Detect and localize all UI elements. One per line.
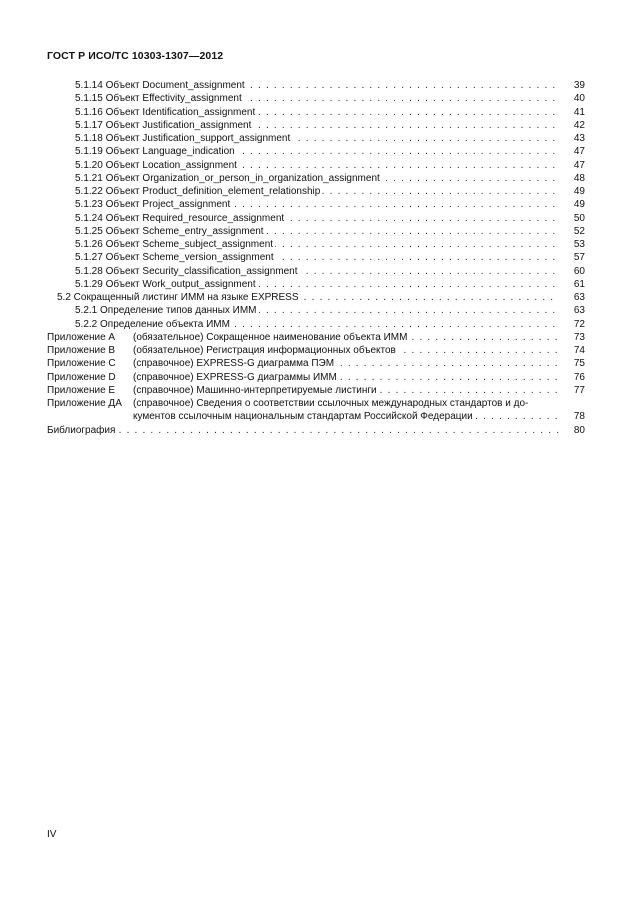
toc-entry-title-text: 5.2.1 Определение типов данных ИММ — [75, 305, 257, 317]
toc-entry[interactable] — [47, 106, 585, 119]
toc-entry-title — [75, 251, 559, 264]
toc-entry-title-text: (обязательное) Регистрация информационных объектов — [133, 345, 396, 356]
toc-entry-title-text: 5.1.23 Объект Project_assignment — [75, 199, 231, 211]
toc-entry-title — [75, 212, 559, 225]
toc-entry-title-text: 5.1.15 Объект Effectivity_assignment — [75, 93, 242, 105]
toc-entry[interactable] — [47, 79, 585, 92]
toc-entry[interactable] — [47, 119, 585, 132]
toc-entry-title — [75, 106, 559, 119]
toc-entry-title — [133, 357, 559, 370]
toc-entry[interactable] — [47, 384, 585, 397]
toc-entry[interactable] — [47, 397, 585, 410]
toc-entry-page: 47 — [573, 159, 585, 171]
toc-entry[interactable] — [47, 304, 585, 317]
toc-entry-page: 73 — [573, 331, 585, 343]
toc-entry-page: 49 — [573, 186, 585, 197]
document-header: ГОСТ Р ИСО/ТС 10303-1307—2012 — [47, 50, 224, 62]
toc-entry[interactable] — [47, 318, 585, 331]
toc-entry-title-text: (справочное) EXPRESS-G диаграммы ИММ — [133, 371, 337, 383]
toc-entry-title-text: Библиография — [47, 424, 116, 436]
toc-entry[interactable] — [47, 410, 585, 423]
toc-entry-page: 47 — [573, 146, 585, 158]
toc-entry[interactable] — [47, 132, 585, 145]
toc-entry-title-text: 5.1.14 Объект Document_assignment — [75, 80, 245, 91]
toc-entry-page: 52 — [573, 225, 585, 237]
toc-entry-label: Приложение С — [47, 358, 116, 370]
toc-entry-page: 78 — [573, 411, 585, 423]
toc-entry-page: 41 — [573, 106, 585, 118]
page-number: IV — [47, 829, 57, 840]
toc-entry-page: 40 — [573, 93, 585, 105]
toc-entry-title-text: 5.1.27 Объект Scheme_version_assignment — [75, 252, 274, 264]
toc-entry-title — [75, 238, 559, 251]
toc-entry-title — [75, 318, 559, 331]
toc-entry-title — [75, 198, 559, 211]
toc-entry[interactable] — [47, 172, 585, 185]
toc-entry-page: 60 — [573, 265, 585, 277]
toc-entry-title — [75, 172, 559, 185]
toc-entry-title — [75, 265, 559, 278]
toc-entry-title-text: кументов ссылочным национальным стандартам Российской Федерации — [133, 411, 473, 423]
toc-entry[interactable] — [47, 344, 585, 357]
toc-entry[interactable] — [47, 145, 585, 158]
toc-entry-page: 80 — [573, 424, 585, 436]
toc-entry[interactable] — [47, 225, 585, 238]
toc-entry[interactable] — [47, 212, 585, 225]
toc-entry-title-text: (справочное) Сведения о соответствии ссылочных международных стандартов и до- — [133, 398, 529, 409]
toc-entry-title-text: 5.1.21 Объект Organization_or_person_in_organization_assignment — [75, 172, 380, 184]
toc-entry-label: Приложение ДА — [47, 398, 122, 409]
toc-entry-label: Приложение А — [47, 331, 116, 343]
table-of-contents — [47, 79, 585, 437]
toc-entry-page: 72 — [573, 318, 585, 330]
toc-entry-page: 42 — [573, 119, 585, 131]
toc-entry-title-text: 5.1.28 Объект Security_classification_assignment — [75, 265, 298, 277]
toc-entry-page: 74 — [573, 345, 585, 356]
toc-entry-title-text: 5.1.17 Объект Justification_assignment — [75, 119, 252, 131]
toc-entry[interactable] — [47, 424, 585, 437]
toc-entry-title — [57, 291, 559, 304]
toc-entry-title-text: (обязательное) Сокращенное наименование объекта ИММ — [133, 331, 408, 343]
toc-entry[interactable] — [47, 371, 585, 384]
toc-entry-page: 53 — [573, 239, 585, 250]
toc-entry-page: 43 — [573, 133, 585, 144]
toc-entry-title-text: 5.1.22 Объект Product_definition_element_relationship — [75, 186, 321, 197]
toc-entry-title — [133, 331, 559, 344]
toc-entry-title-text: 5.1.26 Объект Scheme_subject_assignment — [75, 239, 274, 250]
toc-entry-title — [133, 410, 559, 423]
toc-entry-title-text: 5.1.20 Объект Location_assignment — [75, 159, 237, 171]
toc-entry[interactable] — [47, 92, 585, 105]
toc-entry-page: 49 — [573, 199, 585, 211]
toc-entry-page: 76 — [573, 371, 585, 383]
toc-entry-title-text: (справочное) EXPRESS-G диаграмма ПЭМ — [133, 358, 335, 370]
toc-entry[interactable] — [47, 185, 585, 198]
toc-entry-title — [75, 119, 559, 132]
toc-entry-title-text: 5.1.18 Объект Justification_support_assignment — [75, 133, 291, 144]
toc-entry-label: Приложение В — [47, 345, 116, 356]
toc-entry-title — [133, 384, 559, 397]
toc-entry-label: Приложение D — [47, 371, 116, 383]
toc-entry-title — [75, 185, 559, 198]
toc-entry-page: 77 — [573, 384, 585, 396]
toc-entry[interactable] — [47, 331, 585, 344]
toc-entry-title — [75, 92, 559, 105]
toc-entry-title — [75, 225, 559, 238]
toc-entry[interactable] — [47, 159, 585, 172]
toc-entry-title-text: 5.1.24 Объект Required_resource_assignment — [75, 212, 285, 224]
toc-entry-title — [133, 344, 559, 357]
toc-entry[interactable] — [47, 198, 585, 211]
toc-entry-title — [133, 397, 559, 410]
toc-entry-page: 50 — [573, 212, 585, 224]
toc-entry[interactable] — [47, 291, 585, 304]
toc-entry-title-text: 5.1.19 Объект Language_indication — [75, 146, 235, 158]
toc-entry-page: 63 — [573, 305, 585, 317]
toc-entry[interactable] — [47, 251, 585, 264]
toc-entry-page: 75 — [573, 358, 585, 370]
toc-entry-title-text: 5.1.25 Объект Scheme_entry_assignment — [75, 225, 264, 237]
toc-entry[interactable] — [47, 278, 585, 291]
toc-entry[interactable] — [47, 238, 585, 251]
toc-entry-title — [75, 132, 559, 145]
toc-entry-title — [75, 79, 559, 92]
toc-entry-page: 57 — [573, 252, 585, 264]
toc-entry-title — [75, 304, 559, 317]
toc-entry-title — [75, 278, 559, 291]
toc-entry-title — [75, 159, 559, 172]
toc-entry-title — [133, 371, 559, 384]
toc-entry-title-text: 5.1.29 Объект Work_output_assignment — [75, 278, 256, 290]
toc-entry-title-text: (справочное) Машинно-интерпретируемые листинги — [133, 384, 377, 396]
toc-entry-title — [75, 145, 559, 158]
toc-entry-page: 48 — [573, 172, 585, 184]
toc-entry-page: 61 — [573, 278, 585, 290]
toc-entry-title — [47, 424, 559, 437]
toc-entry-title-text: 5.1.16 Объект Identification_assignment — [75, 106, 256, 118]
toc-entry-title-text: 5.2 Сокращенный листинг ИММ на языке EXPRESS — [57, 292, 299, 303]
toc-entry[interactable] — [47, 357, 585, 370]
toc-entry-page: 39 — [573, 80, 585, 91]
toc-entry-page: 63 — [573, 292, 585, 303]
toc-entry[interactable] — [47, 265, 585, 278]
toc-entry-title-text: 5.2.2 Определение объекта ИММ — [75, 318, 230, 330]
toc-entry-label: Приложение Е — [47, 384, 116, 396]
